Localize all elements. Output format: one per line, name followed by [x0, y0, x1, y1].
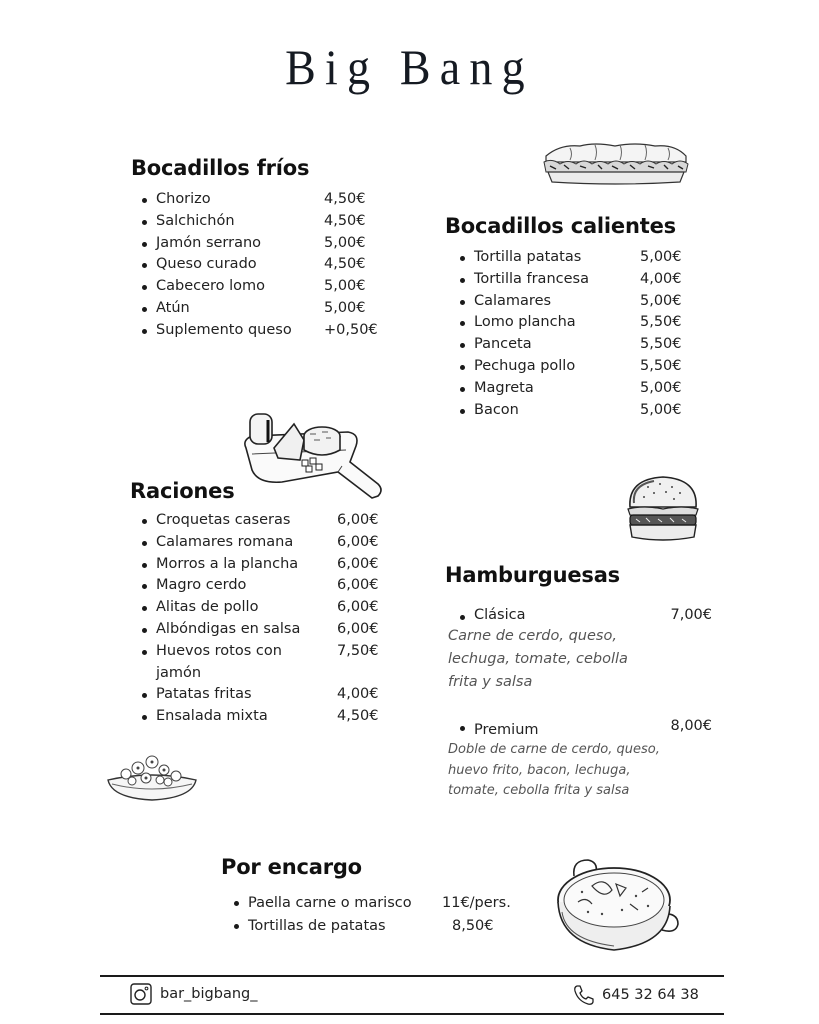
- item-price: 6,00€: [337, 577, 379, 594]
- list-item: [222, 915, 512, 938]
- item-price: 5,50€: [640, 357, 682, 374]
- list-item: [448, 356, 688, 378]
- menu-title: Big Bang: [285, 39, 534, 95]
- list-item: [130, 597, 385, 619]
- list-item: [448, 607, 712, 623]
- list-item: [448, 247, 688, 269]
- item-price: 5,50€: [640, 336, 682, 353]
- item-price: 5,00€: [324, 234, 366, 251]
- list-item: [130, 554, 385, 576]
- item-name: Pechuga pollo: [474, 357, 576, 374]
- section-title-bocadillos-frios: Bocadillos fríos: [131, 156, 310, 180]
- item-price: 6,00€: [337, 555, 379, 572]
- burger-illustration: [624, 475, 702, 545]
- footer-top-divider: [100, 975, 724, 977]
- item-name: Calamares: [474, 292, 552, 309]
- item-price: 4,50€: [324, 191, 366, 207]
- item-price: 6,00€: [337, 512, 379, 528]
- list-item: [448, 291, 688, 313]
- item-name: Paella carne o marisco: [248, 895, 412, 911]
- list-item: [448, 718, 712, 738]
- list-item: [130, 254, 380, 276]
- item-name: Premium: [474, 722, 539, 738]
- item-price: 5,00€: [640, 401, 682, 418]
- item-name: Chorizo: [156, 191, 211, 207]
- phone-link[interactable]: [572, 983, 699, 1007]
- burger-item-clasica: [448, 607, 712, 694]
- list-item: [130, 575, 385, 597]
- list-item: [448, 400, 688, 422]
- item-name: Ensalada mixta: [156, 708, 268, 725]
- burger-item-premium: [448, 718, 712, 802]
- list-item: [222, 892, 512, 915]
- phone-icon: [572, 983, 596, 1007]
- item-name: Queso curado: [156, 256, 257, 273]
- item-price: 11€/pers.: [442, 895, 511, 911]
- item-price: 5,00€: [640, 379, 682, 396]
- item-price: 5,00€: [324, 278, 366, 295]
- section-title-hamburguesas: Hamburguesas: [445, 563, 620, 587]
- item-price: 6,00€: [337, 533, 379, 550]
- item-price: 4,50€: [337, 708, 379, 725]
- item-name: Bacon: [474, 401, 519, 418]
- item-price: 7,50€: [337, 642, 379, 659]
- instagram-icon: [130, 983, 152, 1005]
- list-item: [130, 211, 380, 233]
- item-name: Morros a la plancha: [156, 555, 299, 572]
- item-name: Calamares romana: [156, 533, 294, 550]
- item-name: Panceta: [474, 336, 532, 353]
- cheese-board-illustration: [238, 410, 386, 502]
- item-price: 4,50€: [324, 256, 366, 273]
- list-item: [130, 641, 385, 685]
- bocadillos-frios-list: [130, 189, 380, 342]
- item-price: 5,00€: [324, 299, 366, 316]
- item-price: 5,00€: [640, 249, 682, 265]
- section-title-raciones: Raciones: [130, 479, 235, 503]
- item-name: Suplemento queso: [156, 321, 292, 338]
- item-name: Magro cerdo: [156, 577, 247, 594]
- item-name: Cabecero lomo: [156, 278, 266, 295]
- bocadillos-calientes-list: [448, 247, 688, 421]
- item-name: Lomo plancha: [474, 314, 576, 331]
- item-price: 4,00€: [337, 686, 379, 703]
- list-item: [130, 706, 385, 728]
- item-name: Jamón serrano: [156, 234, 262, 251]
- list-item: [130, 233, 380, 255]
- item-description: Doble de carne de cerdo, queso, huevo frito, bacon, lechuga, tomate, cebolla frita y salsa: [448, 742, 660, 798]
- item-price: 5,50€: [640, 314, 682, 331]
- item-price: 6,00€: [337, 620, 379, 637]
- list-item: [130, 619, 385, 641]
- salad-bowl-illustration: [104, 748, 200, 804]
- item-name: Alitas de pollo: [156, 599, 259, 616]
- item-price: +0,50€: [324, 321, 378, 338]
- list-item: [130, 510, 385, 532]
- item-name: Atún: [156, 299, 190, 316]
- item-name: Huevos rotos con jamón: [156, 642, 282, 681]
- sandwich-illustration: [540, 140, 690, 188]
- item-name: Patatas fritas: [156, 686, 252, 703]
- item-price: 5,00€: [640, 292, 682, 309]
- instagram-handle: bar_bigbang_: [160, 986, 258, 1002]
- item-price: 6,00€: [337, 599, 379, 616]
- item-name: Salchichón: [156, 212, 235, 229]
- item-name: Albóndigas en salsa: [156, 620, 301, 637]
- section-title-bocadillos-calientes: Bocadillos calientes: [445, 214, 676, 238]
- raciones-list: [130, 510, 385, 728]
- list-item: [448, 312, 688, 334]
- list-item: [130, 684, 385, 706]
- item-name: Tortilla patatas: [474, 249, 582, 265]
- list-item: [448, 269, 688, 291]
- item-description: Carne de cerdo, queso, lechuga, tomate, cebolla frita y salsa: [448, 628, 628, 690]
- list-item: [130, 276, 380, 298]
- footer-bottom-divider: [100, 1013, 724, 1015]
- item-price: 4,50€: [324, 212, 366, 229]
- phone-number: 645 32 64 38: [602, 987, 699, 1003]
- list-item: [130, 320, 380, 342]
- instagram-link[interactable]: [130, 983, 257, 1005]
- item-name: Croquetas caseras: [156, 512, 291, 528]
- item-price: 4,00€: [640, 270, 682, 287]
- list-item: [130, 532, 385, 554]
- paella-pan-illustration: [552, 856, 682, 956]
- list-item: [130, 298, 380, 320]
- item-price: 8,50€: [452, 917, 494, 934]
- item-name: Tortillas de patatas: [248, 917, 386, 934]
- list-item: [448, 334, 688, 356]
- item-price: 7,00€: [670, 607, 712, 623]
- item-name: Clásica: [474, 607, 526, 623]
- por-encargo-list: [222, 892, 512, 937]
- item-name: Magreta: [474, 379, 534, 396]
- item-name: Tortilla francesa: [474, 270, 589, 287]
- section-title-por-encargo: Por encargo: [221, 855, 362, 879]
- item-price: 8,00€: [670, 718, 712, 734]
- list-item: [130, 189, 380, 211]
- list-item: [448, 378, 688, 400]
